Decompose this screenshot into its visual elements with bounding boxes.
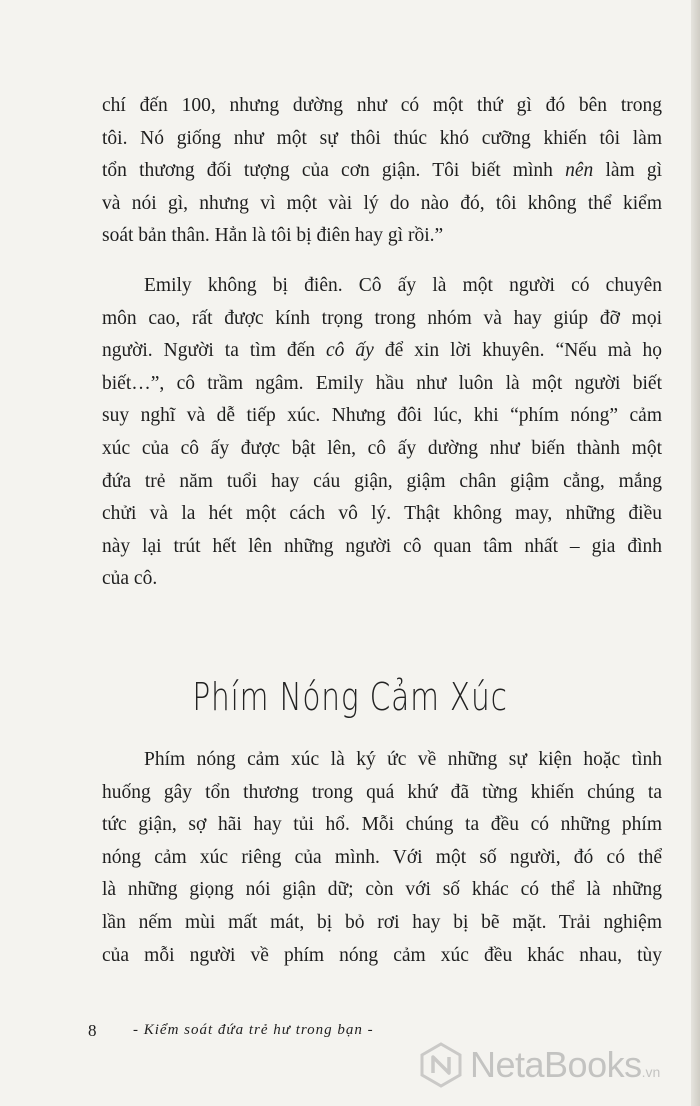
paragraph-1-line: chí đến 100, nhưng dường như có một thứ gì đó bên trong [102,95,662,116]
watermark-brand: NetaBooks [470,1044,642,1085]
paragraph-2-line: suy nghĩ và dễ tiếp xúc. Nhưng đôi lúc, khi “phím nóng” cảm [102,405,662,427]
paragraph-3-line: tức giận, sợ hãi hay tủi hổ. Mỗi chúng ta đều có những phím [102,814,662,836]
paragraph-3-line: lần nếm mùi mất mát, bị bỏ rơi hay bị bẽ mặt. Trải nghiệm [102,911,662,933]
paragraph-2-line: này lại trút hết lên những người cô quan tâm nhất – gia đình [102,535,662,557]
paragraph-3-line: Phím nóng cảm xúc là ký ức về những sự kiện hoặc tình [144,749,662,770]
paragraph-1-line: và nói gì, nhưng vì một vài lý do nào đó, tôi không thể kiểm [102,192,662,214]
paragraph-1-line: soát bản thân. Hẳn là tôi bị điên hay gì rồi.” [102,225,444,247]
paragraph-3-line: của mỗi người về phím nóng cảm xúc đều khác nhau, tùy [102,944,662,966]
paragraph-2-line: đứa trẻ năm tuổi hay cáu giận, giậm chân giậm cẳng, mắng [102,470,662,492]
page-number: 8 [88,1021,97,1040]
paragraph-2-line: xúc của cô ấy được bật lên, cô ấy dường như biến thành một [102,437,662,459]
netabooks-logo-icon [418,1042,464,1088]
text-run: tổn thương đối tượng của cơn giận. Tôi biết mình [102,160,553,182]
page-edge-shadow [691,0,700,1106]
paragraph-2-line: Emily không bị điên. Cô ấy là một người có chuyên [144,275,662,296]
paragraph-3-line: huống gây tổn thương trong quá khứ đã từng khiến chúng ta [102,781,662,803]
paragraph-2-line: môn cao, rất được kính trọng trong nhóm và hay giúp đỡ mọi [102,307,662,329]
paragraph-1 [102,90,662,253]
running-footer-title: - Kiểm soát đứa trẻ hư trong bạn - [133,1022,374,1038]
text-run: để xin lời khuyên. “Nếu mà họ [384,340,663,362]
text-run: làm gì [605,160,663,182]
paragraph-2-line: biết…”, cô trầm ngâm. Emily hầu như luôn là một người biết [102,372,662,394]
paragraph-1-line [102,155,662,188]
paragraph-2-line: của cô. [102,568,158,590]
paragraph-2 [102,270,662,596]
watermark [418,1040,698,1090]
paragraph-2-line: chửi và la hét một cách vô lý. Thật không may, những điều [102,503,662,525]
emphasis-text: nên [565,160,594,182]
text-run: người. Người ta tìm đến [102,340,316,362]
paragraph-3 [102,744,662,972]
watermark-tld: .vn [641,1064,661,1080]
emphasis-text: cô ấy [326,340,374,362]
paragraph-2-line [102,335,662,368]
paragraph-3-line: là những giọng nói giận dữ; còn với số khác có thể là những [102,879,662,901]
paragraph-1-line: tôi. Nó giống như một sự thôi thúc khó cưỡng khiến tôi làm [102,127,662,149]
paragraph-3-line: nóng cảm xúc riêng của mình. Với một số người, đó có thể [102,846,662,868]
section-heading: Phím Nóng Cảm Xúc [192,675,508,719]
